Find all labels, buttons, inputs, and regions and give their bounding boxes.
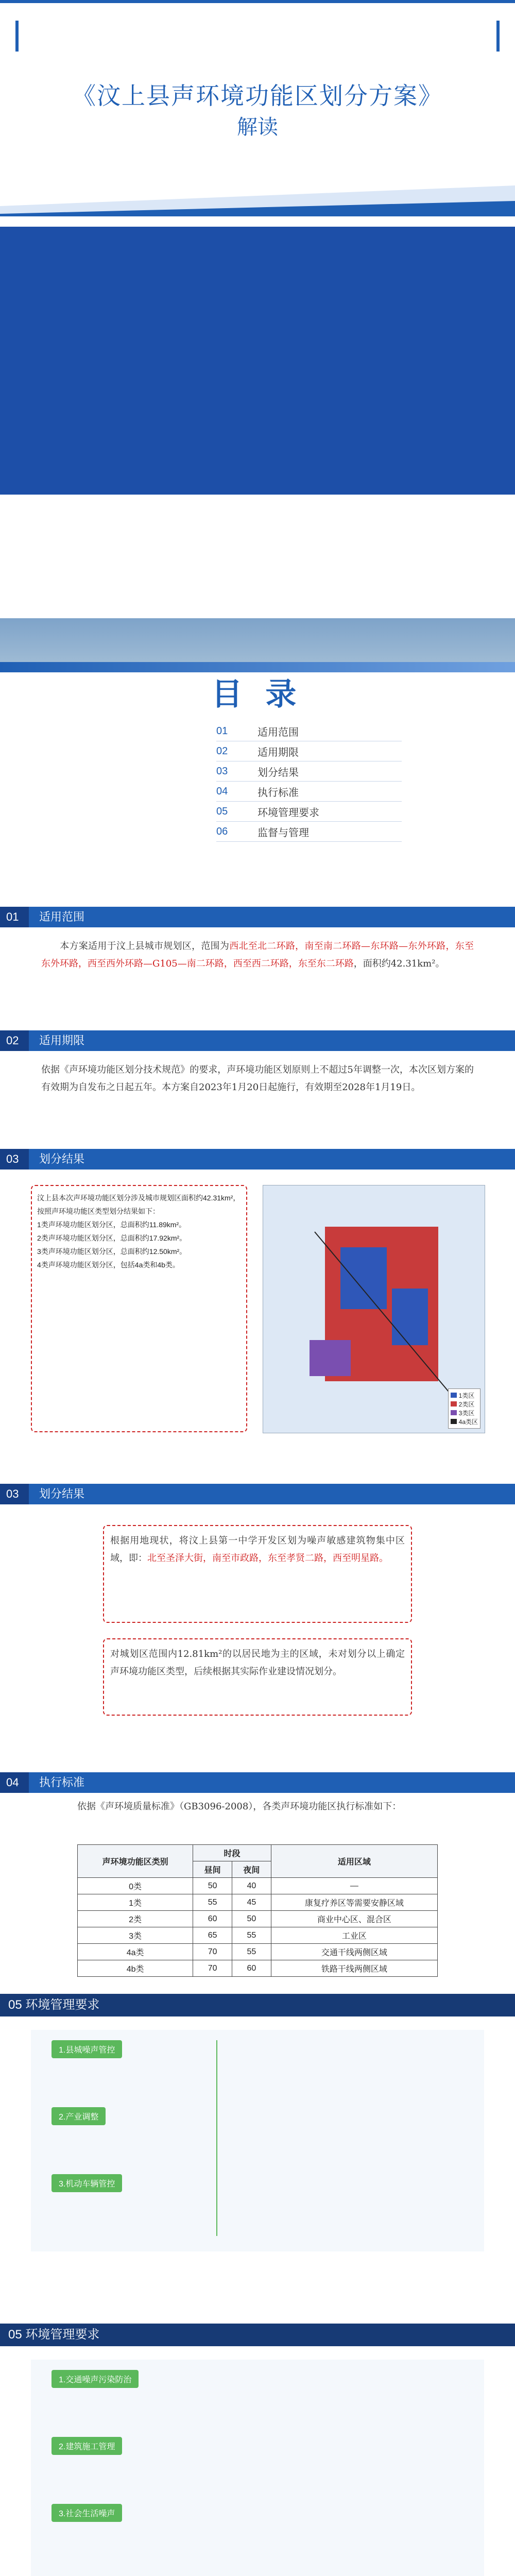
- toc-item-label: 适用期限: [258, 747, 299, 758]
- toc-list: [216, 721, 402, 842]
- period-text: 依据《声环境功能区划分技术规范》的要求，声环境功能区划原则上不超过5年调整一次，本次区划方案的有效期为自发布之日起五年。本方案自2023年1月20日起施行，有效期至2028年1月19日。: [41, 1064, 474, 1093]
- toc-item-label: 环境管理要求: [258, 807, 319, 819]
- legend-item: 2类区: [451, 1400, 478, 1409]
- flow-step: 2.产业调整: [52, 2107, 106, 2125]
- section-num: 03: [0, 1484, 29, 1504]
- table-row: 4b类 70 60 铁路干线两侧区域: [78, 1960, 438, 1977]
- scope-text-c: ，面积约42.31km²。: [353, 958, 445, 969]
- intro-text: 本方案由汶上县人民政府按照《中华人民共和国噪声污染防治法》《声环境功能区划分技术规范》等相关要求编制，自发布之日起五年内有效。: [41, 524, 474, 562]
- toc-item-num: 02: [216, 745, 228, 757]
- decor-bar-right: [496, 21, 500, 52]
- section-title: 适用范围: [39, 910, 85, 923]
- standard-table: [77, 1844, 438, 1977]
- note-sensitive-a: 根据用地现状，将汶上县第一中学开发区划为噪声敏感建筑物集中区域，即：: [110, 1535, 405, 1564]
- page-title: 《汶上县声环境功能区划分方案》: [72, 82, 443, 110]
- flow-step: 3.社会生活噪声: [52, 2504, 122, 2522]
- toc-item-num: 04: [216, 785, 228, 797]
- flow-connector: [216, 2040, 217, 2236]
- section-num: 04: [0, 1772, 29, 1793]
- section-title: 执行标准: [39, 1776, 85, 1789]
- table-row: 1类 55 45 康复疗养区等需要安静区域: [78, 1894, 438, 1911]
- section-title: 环境管理要求: [25, 1998, 100, 2012]
- mgmt-flow-1: [31, 2030, 484, 2251]
- section-num: 02: [0, 1030, 29, 1051]
- toc-item-label: 监督与管理: [258, 827, 309, 839]
- section-num: 01: [0, 907, 29, 927]
- results-item: 2类声环境功能区划分区，总面积约17.92km²。: [37, 1234, 187, 1242]
- legend-item: 4a类区: [451, 1417, 478, 1426]
- scope-text: [41, 938, 474, 973]
- table-row: 4a类 70 55 交通干线两侧区域: [78, 1944, 438, 1960]
- toc-item[interactable]: [216, 761, 402, 782]
- section-header-results-2: [0, 1484, 515, 1504]
- flow-step: 2.建筑施工管理: [52, 2437, 122, 2455]
- table-header: 声环境功能区类别 时段 适用区域: [78, 1845, 438, 1861]
- results-item: 1类声环境功能区划分区，总面积约11.89km²。: [37, 1221, 186, 1229]
- page-subtitle: 解读: [237, 115, 278, 139]
- toc-item-label: 执行标准: [258, 787, 299, 799]
- mgmt-flow-2: [31, 2360, 484, 2576]
- standard-intro: 依据《声环境质量标准》（GB3096-2008），各类声环境功能区执行标准如下：: [77, 1801, 402, 1812]
- flow-step: 3.机动车辆管控: [52, 2174, 122, 2192]
- section-header-scope: [0, 907, 515, 927]
- results-item: 汶上县本次声环境功能区划分涉及城市规划区面积约42.31km²，按照声环境功能区类型划分结果如下：: [37, 1194, 241, 1215]
- section-num: 05: [8, 1998, 22, 2012]
- toc-item-label: 划分结果: [258, 767, 299, 778]
- section-num: 05: [8, 2328, 22, 2342]
- toc-item[interactable]: [216, 802, 402, 822]
- scope-text-a: 本方案适用于汶上县城市规划区，范围为: [60, 941, 230, 952]
- map-zone-3: [310, 1340, 351, 1376]
- section-header-mgmt-2: [0, 2324, 515, 2346]
- flow-step: 1.县城噪声管控: [52, 2040, 122, 2058]
- results-item: 3类声环境功能区划分区，总面积约12.50km²。: [37, 1247, 187, 1256]
- toc-title: 目 录: [211, 677, 304, 711]
- table-row: 2类 60 50 商业中心区、混合区: [78, 1911, 438, 1927]
- section-num: 03: [0, 1149, 29, 1170]
- note-remaining: 对城划区范围内12.81km²的以居民地为主的区域，未对划分以上确定声环境功能区类型，后续根据其实际作业建设情况划分。: [103, 1638, 412, 1716]
- toc-item[interactable]: [216, 782, 402, 802]
- scope-boundary: 西北至北二环路，南至南二环路—东环路—东外环路，东至东外环路，西至西外环路—G105—南二环路，西至西二环路，东至东二环路: [41, 941, 474, 969]
- section-header-period: [0, 1030, 515, 1051]
- toc-item[interactable]: [216, 721, 402, 741]
- toc-item-num: 06: [216, 825, 228, 837]
- toc-item[interactable]: [216, 822, 402, 842]
- table-row: 0类 50 40 —: [78, 1878, 438, 1894]
- decor-bar-left: [15, 21, 19, 52]
- toc-item-label: 适用范围: [258, 726, 299, 738]
- hero-decoration: [0, 170, 515, 216]
- section-header-results: [0, 1149, 515, 1170]
- table-subheader: 昼间 夜间: [78, 1861, 438, 1878]
- section-title: 划分结果: [39, 1487, 85, 1500]
- toc-item-num: 05: [216, 805, 228, 817]
- legend-item: 3类区: [451, 1409, 478, 1417]
- section-header-standard: [0, 1772, 515, 1793]
- legend-item: 1类区: [451, 1391, 478, 1400]
- note-sensitive-b: 北至圣泽大街，南至市政路，东至孝贤二路，西至明星路。: [147, 1553, 388, 1564]
- zoning-map: [263, 1185, 485, 1433]
- section-title: 适用期限: [39, 1034, 85, 1047]
- intro-block: [0, 227, 515, 495]
- map-zone-1b: [392, 1289, 428, 1345]
- section-title: 环境管理要求: [25, 2328, 100, 2342]
- results-item: 4类声环境功能区划分区，包括4a类和4b类。: [37, 1261, 180, 1269]
- toc-item-num: 01: [216, 725, 228, 737]
- table-row: 3类 65 55 工业区: [78, 1927, 438, 1944]
- flow-step: 1.交通噪声污染防治: [52, 2370, 139, 2388]
- toc-item[interactable]: [216, 741, 402, 761]
- toc-item-num: 03: [216, 765, 228, 777]
- map-zone-1: [340, 1247, 387, 1309]
- top-stripe: [0, 0, 515, 3]
- note-sensitive: [103, 1525, 412, 1623]
- map-legend: [448, 1388, 480, 1429]
- section-header-mgmt-1: [0, 1994, 515, 2016]
- section-title: 划分结果: [39, 1153, 85, 1165]
- results-list: [31, 1185, 247, 1432]
